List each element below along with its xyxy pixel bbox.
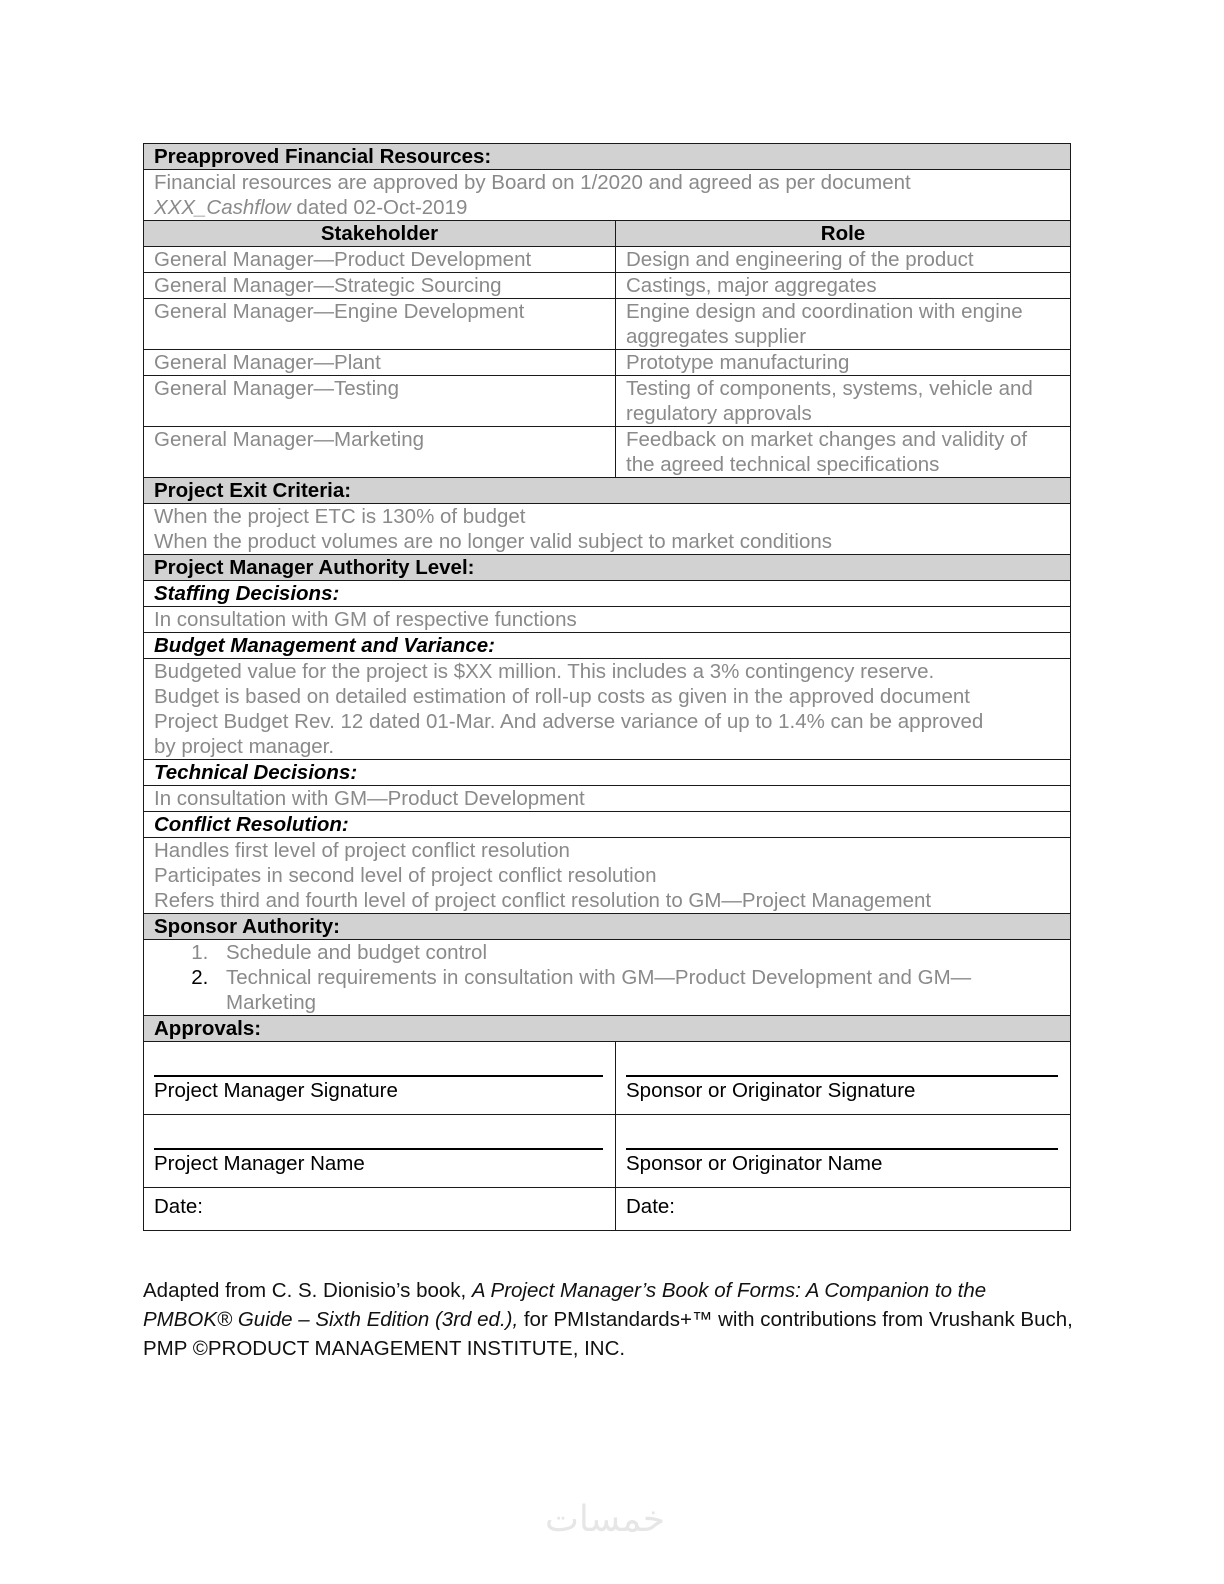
stakeholder-column-header: Stakeholder: [144, 221, 616, 247]
conflict-line: Participates in second level of project conflict resolution: [154, 864, 657, 887]
conflict-line: Handles first level of project conflict resolution: [154, 839, 570, 862]
cashflow-document-name: XXX_Cashflow: [154, 196, 291, 219]
financial-resources-heading: Preapproved Financial Resources:: [144, 144, 1071, 170]
sponsor-authority-item: 2. Technical requirements in consultation with GM—Product Development and GM—Marketing: [214, 965, 1060, 1015]
cashflow-document-date: dated 02-Oct-2019: [290, 196, 468, 219]
budget-management-body-row: [144, 659, 1071, 760]
attribution-book-title: A Project Manager’s Book of Forms: A Companion to the PMBOK® Guide – Sixth Edition (3rd ed.),: [143, 1279, 987, 1331]
authority-level-header-row: [144, 555, 1071, 581]
sponsor-name-label: Sponsor or Originator Name: [626, 1152, 883, 1175]
budget-management-text: [144, 659, 1071, 760]
conflict-resolution-heading: Conflict Resolution:: [144, 812, 1071, 838]
pm-signature-label: Project Manager Signature: [154, 1079, 398, 1102]
staffing-decisions-heading: Staffing Decisions:: [144, 581, 1071, 607]
stakeholder-name: General Manager—Product Development: [144, 247, 616, 273]
role-column-header: Role: [616, 221, 1071, 247]
budget-line: Project Budget Rev. 12 dated 01-Mar. And adverse variance of up to 1.4% can be approved: [154, 710, 984, 733]
financial-resources-line-1: Financial resources are approved by Board on 1/2020 and agreed as per document: [154, 171, 911, 194]
exit-criteria-heading: Project Exit Criteria:: [144, 478, 1071, 504]
date-row: [144, 1188, 1071, 1231]
stakeholder-role: Prototype manufacturing: [616, 350, 1071, 376]
budget-management-heading: Budget Management and Variance:: [144, 633, 1071, 659]
attribution-suffix: for PMIstandards+™ with contributions from Vrushank Buch, PMP ©PRODUCT MANAGEMENT INSTITUTE, INC.: [143, 1308, 1073, 1360]
conflict-resolution-text: [144, 838, 1071, 914]
technical-decisions-header-row: [144, 760, 1071, 786]
sponsor-signature-line: [626, 1075, 1058, 1077]
pm-name-field[interactable]: [144, 1115, 616, 1188]
stakeholder-name: General Manager—Plant: [144, 350, 616, 376]
sponsor-signature-field[interactable]: [616, 1042, 1071, 1115]
pm-name-label: Project Manager Name: [154, 1152, 365, 1175]
stakeholder-role: Design and engineering of the product: [616, 247, 1071, 273]
sponsor-date-field[interactable]: [616, 1188, 1071, 1231]
budget-line: Budgeted value for the project is $XX million. This includes a 3% contingency reserve.: [154, 660, 935, 683]
exit-criterion: When the project ETC is 130% of budget: [154, 505, 526, 528]
project-charter-form-page: [143, 143, 1070, 1231]
stakeholder-name: General Manager—Strategic Sourcing: [144, 273, 616, 299]
staffing-decisions-body-row: [144, 607, 1071, 633]
sponsor-authority-list-cell: [144, 940, 1071, 1016]
approvals-header-row: [144, 1016, 1071, 1042]
sponsor-name-line: [626, 1148, 1058, 1150]
signature-row: [144, 1042, 1071, 1115]
pm-name-line: [154, 1148, 603, 1150]
stakeholder-name: General Manager—Marketing: [144, 427, 616, 478]
name-row: [144, 1115, 1071, 1188]
financial-resources-body-row: [144, 170, 1071, 221]
staffing-decisions-text: In consultation with GM of respective functions: [144, 607, 1071, 633]
stakeholder-row: [144, 427, 1071, 478]
sponsor-authority-heading: Sponsor Authority:: [144, 914, 1071, 940]
sponsor-authority-body-row: [144, 940, 1071, 1016]
stakeholder-role: Engine design and coordination with engine aggregates supplier: [616, 299, 1071, 350]
financial-resources-line-2: [154, 195, 1060, 220]
attribution-footer: [143, 1276, 1073, 1363]
sponsor-authority-list: [154, 940, 1060, 1015]
stakeholder-name: General Manager—Engine Development: [144, 299, 616, 350]
watermark-logo: خمسات: [544, 1499, 666, 1540]
exit-criterion: When the product volumes are no longer valid subject to market conditions: [154, 530, 833, 553]
stakeholder-row: [144, 299, 1071, 350]
exit-criteria-body-row: [144, 504, 1071, 555]
exit-criteria-text: [144, 504, 1071, 555]
stakeholder-role: Castings, major aggregates: [616, 273, 1071, 299]
conflict-resolution-body-row: [144, 838, 1071, 914]
sponsor-name-field[interactable]: [616, 1115, 1071, 1188]
sponsor-date-label: Date:: [626, 1195, 675, 1218]
financial-resources-header-row: [144, 144, 1071, 170]
stakeholder-table-header-row: [144, 221, 1071, 247]
exit-criteria-header-row: [144, 478, 1071, 504]
stakeholder-role: Testing of components, systems, vehicle and regulatory approvals: [616, 376, 1071, 427]
stakeholder-name: General Manager—Testing: [144, 376, 616, 427]
stakeholder-row: [144, 376, 1071, 427]
stakeholder-row: [144, 350, 1071, 376]
stakeholder-role: Feedback on market changes and validity of the agreed technical specifications: [616, 427, 1071, 478]
budget-line: Budget is based on detailed estimation of roll-up costs as given in the approved document: [154, 685, 970, 708]
conflict-line: Refers third and fourth level of project conflict resolution to GM—Project Management: [154, 889, 932, 912]
project-charter-table: [143, 143, 1071, 1231]
technical-decisions-heading: Technical Decisions:: [144, 760, 1071, 786]
sponsor-signature-label: Sponsor or Originator Signature: [626, 1079, 916, 1102]
conflict-resolution-header-row: [144, 812, 1071, 838]
sponsor-authority-header-row: [144, 914, 1071, 940]
authority-level-heading: Project Manager Authority Level:: [144, 555, 1071, 581]
approvals-heading: Approvals:: [144, 1016, 1071, 1042]
stakeholder-row: [144, 273, 1071, 299]
budget-management-header-row: [144, 633, 1071, 659]
budget-line: by project manager.: [154, 735, 335, 758]
attribution-prefix: Adapted from C. S. Dionisio’s book,: [143, 1279, 472, 1302]
technical-decisions-body-row: [144, 786, 1071, 812]
pm-signature-field[interactable]: [144, 1042, 616, 1115]
pm-date-label: Date:: [154, 1195, 203, 1218]
technical-decisions-text: In consultation with GM—Product Development: [144, 786, 1071, 812]
sponsor-authority-item: 1. Schedule and budget control: [214, 940, 1060, 965]
staffing-decisions-header-row: [144, 581, 1071, 607]
stakeholder-row: [144, 247, 1071, 273]
financial-resources-text: [144, 170, 1071, 221]
pm-signature-line: [154, 1075, 603, 1077]
pm-date-field[interactable]: [144, 1188, 616, 1231]
